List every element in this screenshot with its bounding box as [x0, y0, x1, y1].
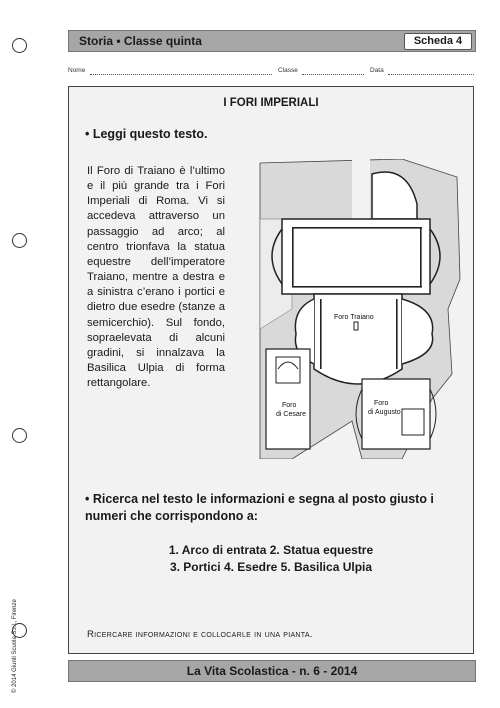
data-label: Data: [370, 67, 384, 74]
instruction-research: • Ricerca nel testo le informazioni e segna al posto giusto i numeri che corrispondono a:: [85, 492, 434, 523]
worksheet-content: [68, 86, 474, 654]
skill-note: Ricercare informazioni e collocarle in una pianta.: [87, 629, 313, 640]
header-title: Storia • Classe quinta: [79, 34, 202, 48]
page-title: I FORI IMPERIALI: [223, 97, 319, 109]
header-bar: [68, 30, 476, 52]
binder-hole: [12, 428, 27, 443]
items-line-2: 3. Portici 4. Esedre 5. Basilica Ulpia: [169, 560, 373, 574]
label-foro-augusto-1: Foro: [374, 400, 389, 407]
data-field[interactable]: [388, 74, 474, 75]
classe-label: Classe: [278, 67, 298, 74]
reading-text: Il Foro di Traiano è l’ultimo e il più grande tra i Fori Imperiali di Roma. Vi si accedeva attraverso un passaggio ad arco; al centro trionfava la statua equestre dell’imperatore Traiano, mentre a destra e a sinistra c’erano i portici e dietro due esedre (stanze a semicerchio). Sul fondo, sopraelevata di alcuni gradini, si innalzava la Basilica Ulpia di forma rettangolare.: [87, 165, 225, 390]
publication-footer: La Vita Scolastica - n. 6 - 2014: [68, 660, 476, 682]
label-foro-traiano: Foro Traiano: [334, 314, 374, 321]
nome-field[interactable]: [90, 74, 272, 75]
label-foro-cesare-1: Foro: [282, 402, 297, 409]
label-foro-augusto-2: di Augusto: [368, 409, 401, 416]
binder-hole: [12, 233, 27, 248]
classe-field[interactable]: [302, 74, 364, 75]
items-line-1: 1. Arco di entrata 2. Statua equestre: [168, 543, 374, 557]
binder-hole: [12, 38, 27, 53]
fori-imperiali-map: [252, 159, 464, 459]
scheda-label: Scheda 4: [404, 33, 472, 50]
label-foro-cesare-2: di Cesare: [276, 411, 306, 418]
nome-label: Nome: [68, 67, 86, 74]
copyright-note: © 2014 Giunti Scuola S.r.l., Firenze: [12, 599, 18, 693]
student-fields: [68, 67, 474, 79]
instruction-read: • Leggi questo testo.: [85, 127, 208, 141]
